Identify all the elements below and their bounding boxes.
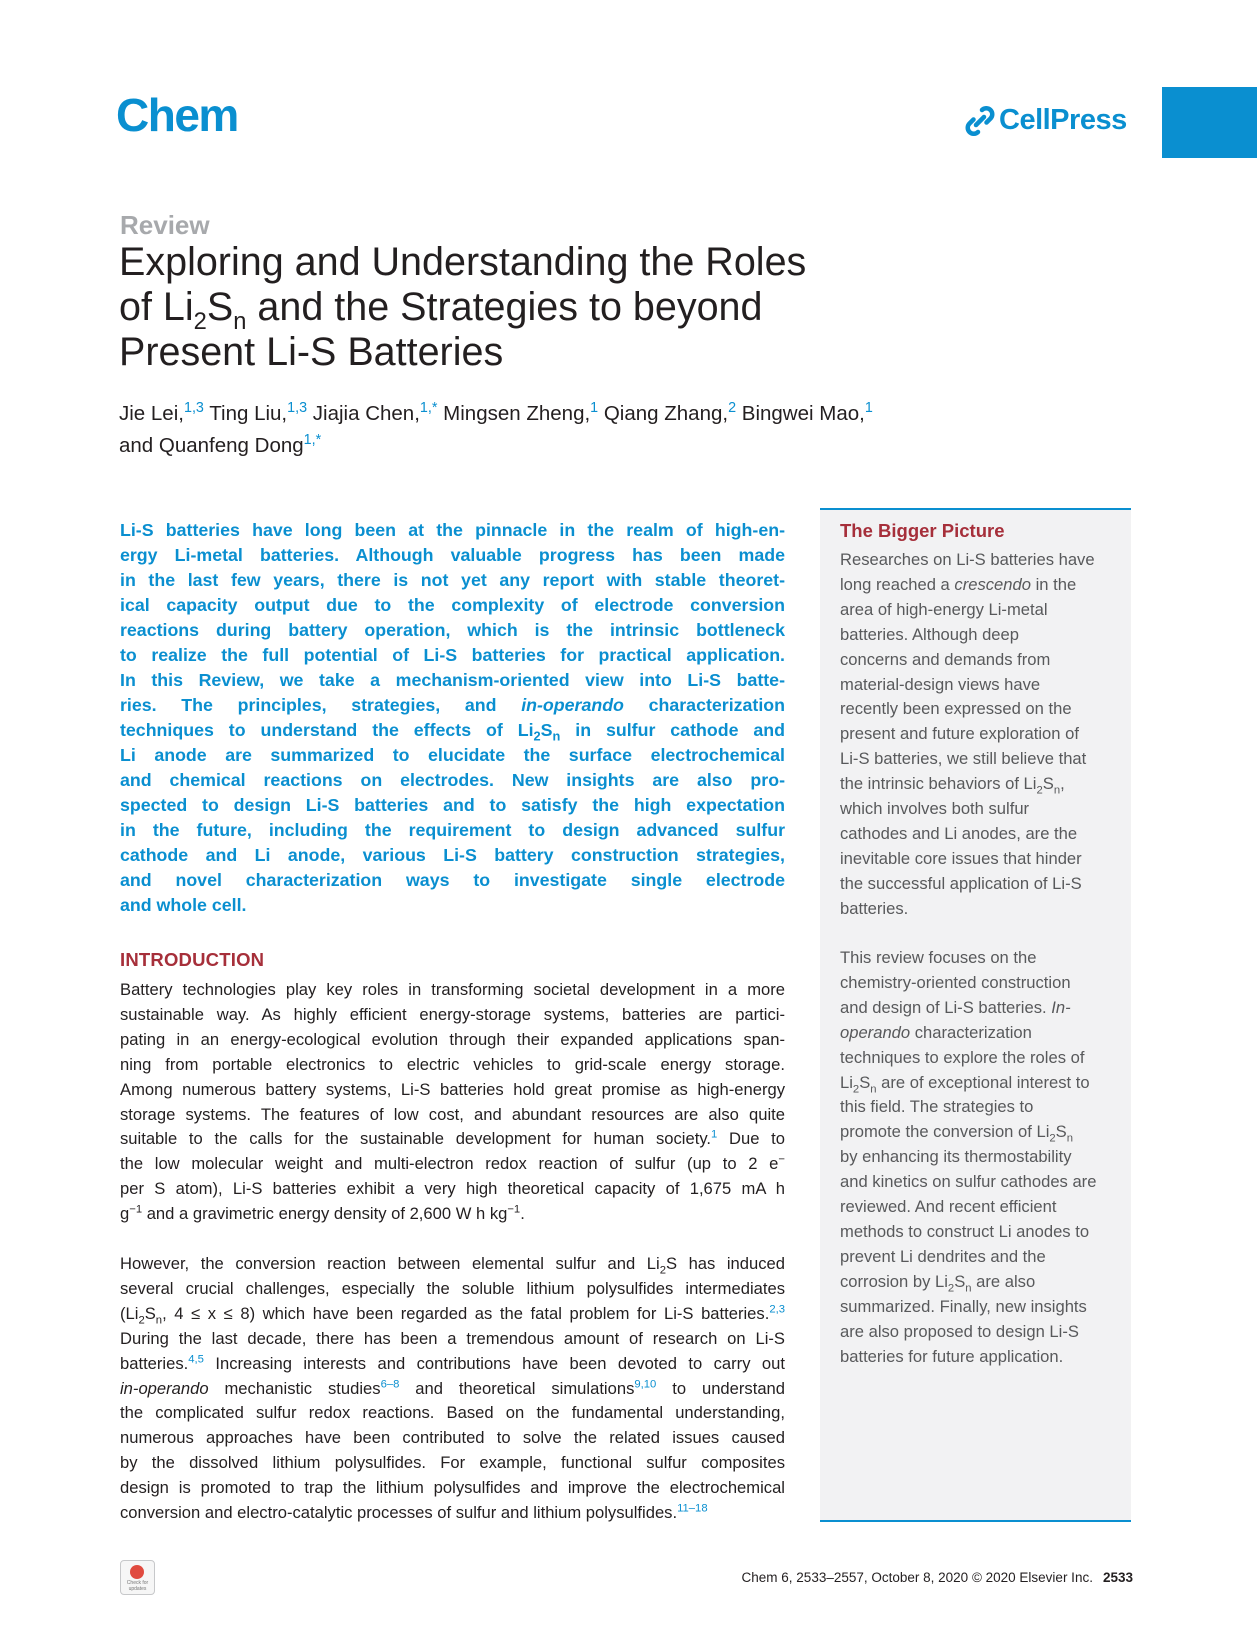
journal-logo: Chem xyxy=(116,89,238,141)
author[interactable]: Mingsen Zheng,$^1$ xyxy=(443,400,599,425)
citation-line: Chem 6, 2533–2557, October 8, 2020 © 2020 Elsevier Inc. xyxy=(741,1570,1093,1585)
body-paragraph: Battery technologies play key roles in transforming societal development in a more sustainable way. As highly efficient energy-storage systems, batteries are partici- pating in an energy-ecological evolution through their expanded applications span- ning from portable electronics to electric vehicles to grid-scale energy storage. Among numerous battery systems, Li-S batteries hold great promise as high-energy storage systems. The features of low cost, and abundant resources are also quite suitable to the calls for the sustainable development for human society.$^1$ Due to the low molecular weight and multi-electron redox reaction of sulfur (up to 2 e− per S atom), Li-S batteries exhibit a very high theoretical capacity of 1,675 mA h $g^{-1}$ and a gravimetric energy density of 2,600 W h $kg^{-1}$. xyxy=(120,980,785,1224)
bookmark-icon xyxy=(130,1565,144,1579)
publisher-logo xyxy=(965,104,1127,137)
author[interactable]: Jiajia Chen,$^{1,*}$ xyxy=(312,400,438,425)
author-list xyxy=(119,398,1019,462)
citation-link[interactable]: 4,5 xyxy=(188,1353,204,1366)
citation-link[interactable]: 11–18 xyxy=(677,1502,708,1515)
author[interactable]: Qiang Zhang,$^2$ xyxy=(603,400,737,425)
section-heading-introduction: INTRODUCTION xyxy=(120,949,265,970)
author[interactable]: and Quanfeng Dong$^{1,*}$ xyxy=(119,432,322,457)
corner-color-tab xyxy=(1162,87,1257,158)
author[interactable]: Jie Lei,$^{1,3}$ xyxy=(119,400,204,425)
title-line: Present Li-S Batteries xyxy=(119,330,504,374)
page-footer xyxy=(742,1570,1133,1585)
badge-label: Check for updates xyxy=(126,1580,149,1592)
page-number: 2533 xyxy=(1102,1570,1133,1585)
article-type: Review xyxy=(120,210,210,240)
bigger-picture-paragraph: Researches on Li-S batteries have long reached a crescendo in the area of high-energy Li-metal batteries. Although deep concerns and demands from material-design views have recently been expressed on the present and future exploration of Li-S batteries, we still believe that the intrinsic behaviors of $Li_2S_n$, which involves both sulfur cathodes and Li anodes, are the inevitable core issues that hinder the successful application of Li-S batteries. xyxy=(840,550,1095,918)
citation-link[interactable]: 6–8 xyxy=(380,1378,400,1390)
cellpress-icon xyxy=(965,106,995,136)
bigger-picture-heading: The Bigger Picture xyxy=(840,520,1005,541)
title-line: Exploring and Understanding the Roles xyxy=(119,240,807,284)
article-title xyxy=(119,240,939,375)
citation-link[interactable]: 1 xyxy=(711,1128,718,1141)
citation-link[interactable]: 9,10 xyxy=(634,1378,657,1390)
check-for-updates-badge[interactable] xyxy=(120,1560,155,1595)
author[interactable]: Bingwei Mao,$^1$ xyxy=(741,400,873,425)
bigger-picture-paragraph: This review focuses on the chemistry-oriented construction and design of Li-S batteries. In- operando characterization techniques to explore the roles of $Li_2S_n$ are of exceptional interest to this field. The strategies to promote the conversion of $Li_2S_n$ by enhancing its thermostability and kinetics on sulfur cathodes are reviewed. And recent efficient methods to construct Li anodes to prevent Li dendrites and the corrosion by $Li_2S_n$ are also summarized. Finally, new insights are also proposed to design Li-S batteries for future application. xyxy=(840,948,1097,1366)
body-paragraph: However, the conversion reaction between elemental sulfur and $Li_2S$ has induced several crucial challenges, especially the soluble lithium polysulfides intermediates ($Li_2S_n$, 4 ≤ x ≤ 8) which have been regarded as the fatal problem for Li-S batteries.$^{2,3}$ During the last decade, there has been a tremendous amount of research on Li-S batteries.$^{4,5}$ Increasing interests and contributions have been devoted to carry out in-operando mechanistic studies$^{6-8}$ and theoretical simulations$^{9,10}$ to understand the complicated sulfur redox reactions. Based on the fundamental understanding, numerous approaches have been contributed to solve the related issues caused by the dissolved lithium polysulfides. For example, functional sulfur composites design is promoted to trap the lithium polysulfides and improve the electrochemical conversion and electro-catalytic processes of sulfur and lithium polysulfides.$^{11-18}$ xyxy=(120,1254,786,1523)
abstract: Li-S batteries have long been at the pinnacle in the realm of high-en- ergy Li-metal batteries. Although valuable progress has been made in the last few years, there is not yet any report with stable theoret- ical capacity output due to the complexity of electrode conversion reactions during battery operation, which is the intrinsic bottleneck to realize the full potential of Li-S batteries for practical application. In this Review, we take a mechanism-oriented view into Li-S batte- ries. The principles, strategies, and in-operando characterization techniques to understand the effects of $Li_2S_n$ in sulfur cathode and Li anode are summarized to elucidate the surface electrochemical and chemical reactions on electrodes. New insights are also pro- spected to design Li-S batteries and to satisfy the high expectation in the future, including the requirement to design advanced sulfur cathode and Li anode, various Li-S battery construction strategies, and novel characterization ways to investigate single electrode and whole cell. xyxy=(120,520,785,915)
title-line: of $Li_2S_n$ and the Strategies to beyond xyxy=(119,285,763,335)
publisher-name: CellPress xyxy=(999,104,1127,136)
author[interactable]: Ting Liu,$^{1,3}$ xyxy=(209,400,308,425)
citation-link[interactable]: 2,3 xyxy=(769,1303,785,1316)
